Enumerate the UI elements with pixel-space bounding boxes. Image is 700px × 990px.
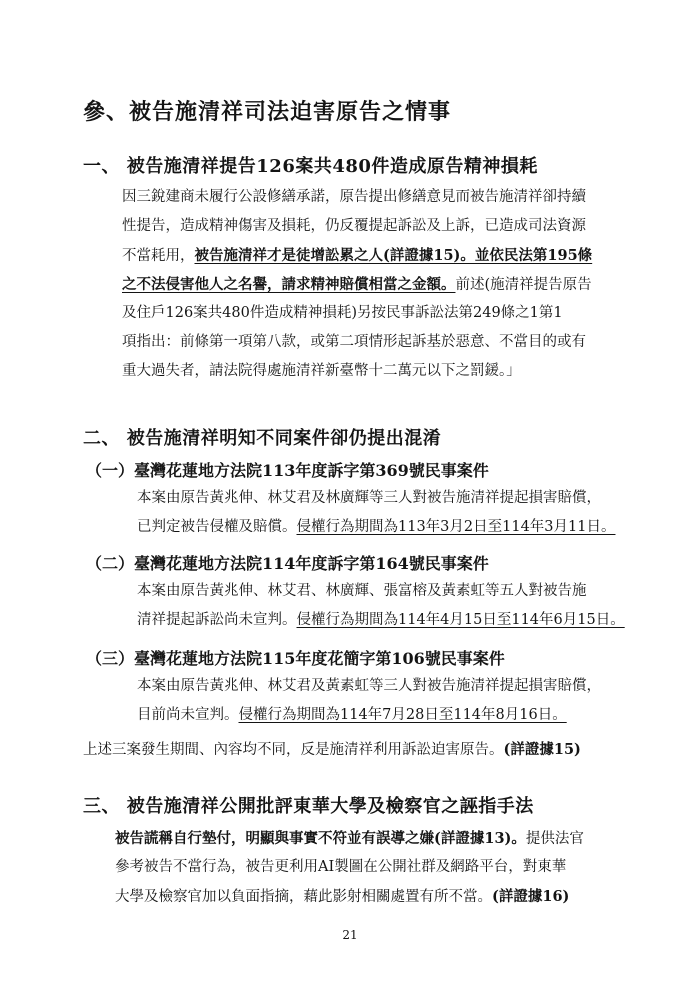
case-1-body: 本案由原告黃兆伸、林艾君及林廣輝等三人對被告施清祥提起損害賠償， 已判定被告侵權及賠償。侵權行為期間為113年3月2日至114年3月11日。 bbox=[137, 490, 616, 535]
case-1-title: （一）臺灣花蓮地方法院113年度訴字第369號民事案件 bbox=[86, 461, 489, 480]
case-3-title: （三）臺灣花蓮地方法院115年度花簡字第106號民事案件 bbox=[86, 649, 505, 668]
evidence-ref: (詳證據16) bbox=[492, 888, 570, 905]
subsection-1-heading: 一、 被告施清祥提告126案共480件造成原告精神損耗 bbox=[83, 156, 538, 177]
paragraph-line: 重大過失者，請法院得處施清祥新臺幣十二萬元以下之罰鍰。」 bbox=[122, 363, 521, 379]
infringement-period: 侵權行為期間為114年4月15日至114年6月15日。 bbox=[296, 612, 625, 628]
emphasis-text: 被告謊稱自行墊付，明顯與事實不符並有誤導之嫌(詳證據13)。 bbox=[115, 830, 526, 847]
infringement-period: 侵權行為期間為113年3月2日至114年3月11日。 bbox=[296, 519, 616, 535]
evidence-ref: (詳證據15) bbox=[503, 741, 581, 758]
subsection-1-paragraph bbox=[122, 183, 592, 386]
paragraph-line: 項指出：前條第一項第八款，或第二項情形起訴基於惡意、不當目的或有 bbox=[122, 334, 586, 350]
subsection-2-heading: 二、 被告施清祥明知不同案件卻仍提出混淆 bbox=[83, 428, 442, 449]
subsection-3-heading: 三、 被告施清祥公開批評東華大學及檢察官之誣指手法 bbox=[83, 796, 534, 817]
page-number: 21 bbox=[342, 928, 358, 942]
paragraph-line: 因三銳建商未履行公設修繕承諾，原告提出修繕意見而被告施清祥卻持續 bbox=[122, 189, 586, 205]
section-title: 參、被告施清祥司法迫害原告之情事 bbox=[83, 99, 452, 125]
paragraph-line: 之不法侵害他人之名譽，請求精神賠償相當之金額。前述(施清祥提告原告 bbox=[122, 276, 592, 293]
case-2-body: 本案由原告黃兆伸、林艾君、林廣輝、張富榕及黃素虹等五人對被告施 清祥提起訴訟尚未宣判。侵權行為期間為114年4月15日至114年6月15日。 bbox=[137, 583, 625, 628]
subsection-3-paragraph: 被告謊稱自行墊付，明顯與事實不符並有誤導之嫌(詳證據13)。提供法官 參考被告不當行為，被告更利用AI製圖在公開社群及網路平台，對東華 大學及檢察官加以負面指摘，藉此影射相關處置有所不當。(詳證據16) bbox=[115, 830, 584, 905]
case-2-title: （二）臺灣花蓮地方法院114年度訴字第164號民事案件 bbox=[86, 554, 489, 573]
emphasis-text: 之不法侵害他人之名譽，請求精神賠償相當之金額。 bbox=[122, 276, 456, 293]
case-3-body: 本案由原告黃兆伸、林艾君及黃素虹等三人對被告施清祥提起損害賠償， 目前尚未宣判。侵權行為期間為114年7月28日至114年8月16日。 bbox=[137, 678, 601, 723]
subsection-2-summary: 上述三案發生期間、內容均不同，反是施清祥利用訴訟迫害原告。(詳證據15) bbox=[83, 741, 581, 758]
paragraph-line: 性提告，造成精神傷害及損耗，仍反覆提起訴訟及上訴，已造成司法資源 bbox=[122, 218, 586, 234]
paragraph-line: 不當耗用，被告施清祥才是徒增訟累之人(詳證據15)。並依民法第195條 bbox=[122, 247, 593, 264]
emphasis-text: 被告施清祥才是徒增訟累之人(詳證據15)。並依民法第195條 bbox=[194, 247, 593, 264]
infringement-period: 侵權行為期間為114年7月28日至114年8月16日。 bbox=[238, 707, 567, 723]
paragraph-line: 及住戶126案共480件造成精神損耗)另按民事訴訟法第249條之1第1 bbox=[122, 305, 563, 321]
